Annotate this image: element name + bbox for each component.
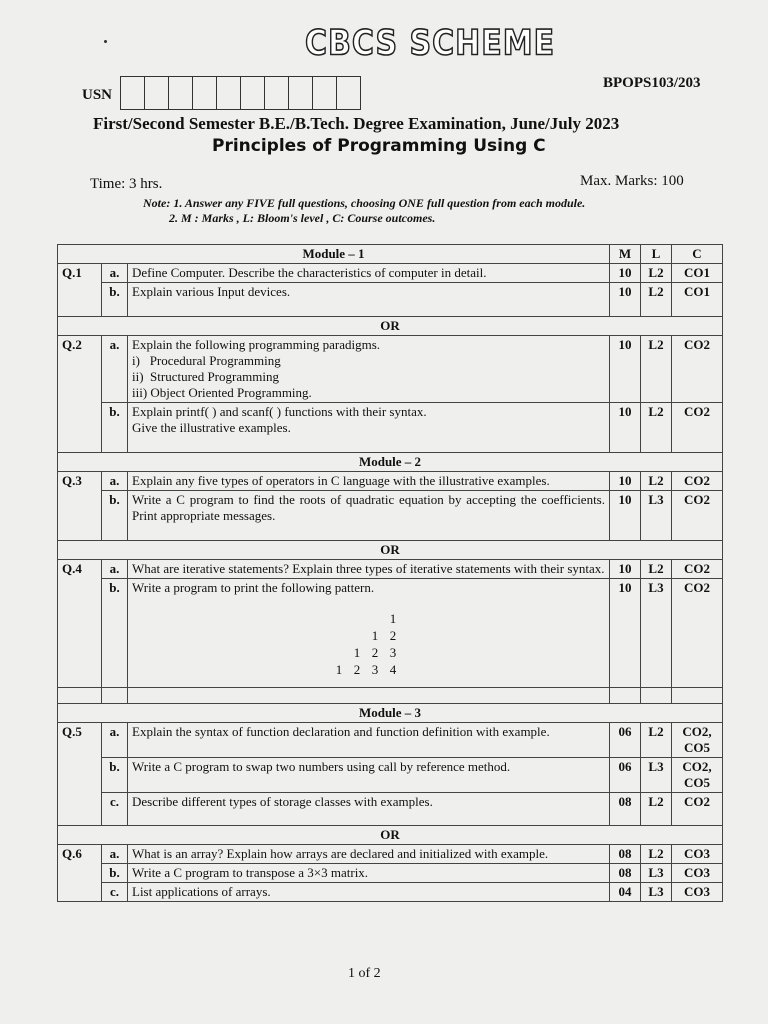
subquestion-label: b. <box>102 491 128 541</box>
paradigm-item: i) Procedural Programming <box>132 353 281 368</box>
pattern-number: 4 <box>389 662 397 677</box>
outcome-cell: CO1 <box>672 283 723 317</box>
pattern-number: 3 <box>389 645 397 660</box>
question-text: What are iterative statements? Explain three types of iterative statements with their syntax. <box>128 560 610 579</box>
note-line-2: 2. M : Marks , L: Bloom's level , C: Course outcomes. <box>169 211 436 225</box>
question-row <box>58 758 723 793</box>
usn-label: USN <box>82 87 113 103</box>
outcome-cell: CO2 <box>672 336 723 403</box>
outcome-cell: CO3 <box>672 845 723 864</box>
question-row <box>58 403 723 453</box>
level-cell: L2 <box>641 723 672 758</box>
question-row <box>58 864 723 883</box>
level-cell: L2 <box>641 403 672 453</box>
level-cell: L2 <box>641 336 672 403</box>
module-heading: Module – 1 <box>58 245 610 264</box>
outcome-cell: CO3 <box>672 883 723 902</box>
subquestion-label: a. <box>102 472 128 491</box>
pattern-number: 3 <box>371 662 379 677</box>
number-pattern <box>328 610 605 678</box>
marks-cell: 04 <box>610 883 641 902</box>
level-cell: L3 <box>641 883 672 902</box>
question-line: Explain printf( ) and scanf( ) functions with their syntax. <box>132 404 427 419</box>
empty-cell <box>128 688 610 704</box>
question-text: Write a C program to swap two numbers using call by reference method. <box>128 758 610 793</box>
usn-digit-box[interactable] <box>241 77 265 109</box>
question-text: List applications of arrays. <box>128 883 610 902</box>
subquestion-label: b. <box>102 579 128 688</box>
question-row <box>58 883 723 902</box>
paradigm-item: ii) Structured Programming <box>132 369 279 384</box>
pattern-number: 2 <box>371 645 379 660</box>
subquestion-label: c. <box>102 883 128 902</box>
subquestion-label: b. <box>102 283 128 317</box>
empty-cell <box>58 688 102 704</box>
col-marks-header: M <box>610 245 641 264</box>
usn-boxes <box>120 76 361 110</box>
marks-cell: 10 <box>610 283 641 317</box>
paper-code: BPOPS103/203 <box>603 75 701 91</box>
question-row <box>58 560 723 579</box>
level-cell: L2 <box>641 560 672 579</box>
usn-digit-box[interactable] <box>145 77 169 109</box>
level-cell: L2 <box>641 283 672 317</box>
question-text: Explain the syntax of function declaration and function definition with example. <box>128 723 610 758</box>
pattern-number: 1 <box>353 645 361 660</box>
spacer-row <box>58 688 723 704</box>
marks-cell: 10 <box>610 264 641 283</box>
marks-cell: 08 <box>610 793 641 826</box>
usn-digit-box[interactable] <box>193 77 217 109</box>
empty-cell <box>672 688 723 704</box>
question-text <box>128 403 610 453</box>
question-line: Write a program to print the following pattern. <box>132 580 375 595</box>
question-number: Q.3 <box>58 472 102 541</box>
question-row <box>58 472 723 491</box>
outcome-cell: CO2 <box>672 560 723 579</box>
module-heading: Module – 3 <box>58 704 723 723</box>
pattern-row <box>328 644 402 661</box>
question-row <box>58 723 723 758</box>
level-cell: L3 <box>641 579 672 688</box>
subject-title: Principles of Programming Using C <box>212 136 546 156</box>
module-row <box>58 453 723 472</box>
outcome-cell: CO3 <box>672 864 723 883</box>
pattern-row <box>328 627 402 644</box>
level-cell: L2 <box>641 845 672 864</box>
module-row <box>58 704 723 723</box>
subquestion-label: b. <box>102 403 128 453</box>
question-number: Q.2 <box>58 336 102 453</box>
note-line-1: Note: 1. Answer any FIVE full questions, choosing ONE full question from each module. <box>143 196 586 210</box>
marks-cell: 10 <box>610 472 641 491</box>
scheme-stamp: CBCS SCHEME <box>305 23 556 64</box>
question-number: Q.6 <box>58 845 102 902</box>
question-number: Q.5 <box>58 723 102 826</box>
usn-digit-box[interactable] <box>289 77 313 109</box>
question-row <box>58 336 723 403</box>
or-divider: OR <box>58 317 723 336</box>
outcome-cell: CO2, CO5 <box>672 758 723 793</box>
marks-cell: 08 <box>610 864 641 883</box>
marks-cell: 06 <box>610 723 641 758</box>
or-divider: OR <box>58 541 723 560</box>
outcome-cell: CO2 <box>672 579 723 688</box>
module-header-row <box>58 245 723 264</box>
module-heading: Module – 2 <box>58 453 723 472</box>
question-row <box>58 579 723 688</box>
level-cell: L2 <box>641 793 672 826</box>
subquestion-label: b. <box>102 758 128 793</box>
pattern-number: 1 <box>389 611 397 626</box>
usn-digit-box[interactable] <box>337 77 360 109</box>
subquestion-label: a. <box>102 723 128 758</box>
marks-cell: 10 <box>610 579 641 688</box>
question-text: What is an array? Explain how arrays are declared and initialized with example. <box>128 845 610 864</box>
level-cell: L3 <box>641 491 672 541</box>
question-row <box>58 845 723 864</box>
question-table <box>57 244 723 902</box>
marks-cell: 10 <box>610 403 641 453</box>
question-row <box>58 793 723 826</box>
empty-cell <box>102 688 128 704</box>
subquestion-label: a. <box>102 845 128 864</box>
page-number: 1 of 2 <box>348 966 381 981</box>
col-outcome-header: C <box>672 245 723 264</box>
question-line: Explain the following programming paradigms. <box>132 337 381 352</box>
time-allowed: Time: 3 hrs. <box>90 176 163 192</box>
usn-digit-box[interactable] <box>169 77 193 109</box>
level-cell: L2 <box>641 472 672 491</box>
question-number: Q.1 <box>58 264 102 317</box>
or-row <box>58 541 723 560</box>
usn-digit-box[interactable] <box>217 77 241 109</box>
outcome-cell: CO2 <box>672 491 723 541</box>
empty-cell <box>610 688 641 704</box>
marks-cell: 08 <box>610 845 641 864</box>
pattern-number: 1 <box>371 628 379 643</box>
instructions-note <box>143 196 585 226</box>
question-text: Explain various Input devices. <box>128 283 610 317</box>
exam-title: First/Second Semester B.E./B.Tech. Degree Examination, June/July 2023 <box>93 114 620 133</box>
col-level-header: L <box>641 245 672 264</box>
outcome-cell: CO2 <box>672 472 723 491</box>
question-number: Q.4 <box>58 560 102 688</box>
question-text: Describe different types of storage classes with examples. <box>128 793 610 826</box>
outcome-cell: CO2 <box>672 793 723 826</box>
speck <box>104 40 107 43</box>
level-cell: L2 <box>641 264 672 283</box>
pattern-row <box>328 610 402 627</box>
empty-cell <box>641 688 672 704</box>
usn-digit-box[interactable] <box>265 77 289 109</box>
or-divider: OR <box>58 826 723 845</box>
level-cell: L3 <box>641 758 672 793</box>
usn-digit-box[interactable] <box>121 77 145 109</box>
marks-cell: 10 <box>610 491 641 541</box>
outcome-cell: CO2 <box>672 403 723 453</box>
or-row <box>58 317 723 336</box>
max-marks: Max. Marks: 100 <box>580 173 684 189</box>
pattern-row <box>328 661 402 678</box>
outcome-cell: CO2, CO5 <box>672 723 723 758</box>
marks-cell: 06 <box>610 758 641 793</box>
pattern-number: 2 <box>389 628 397 643</box>
question-line: Give the illustrative examples. <box>132 420 291 435</box>
paradigm-item: iii) Object Oriented Programming. <box>132 385 312 400</box>
question-row <box>58 491 723 541</box>
subquestion-label: a. <box>102 336 128 403</box>
question-row <box>58 264 723 283</box>
usn-digit-box[interactable] <box>313 77 337 109</box>
level-cell: L3 <box>641 864 672 883</box>
question-text: Write a C program to transpose a 3×3 matrix. <box>128 864 610 883</box>
subquestion-label: b. <box>102 864 128 883</box>
pattern-number: 1 <box>335 662 343 677</box>
marks-cell: 10 <box>610 336 641 403</box>
question-text: Write a C program to find the roots of quadratic equation by accepting the coefficients. Print appropriate messages. <box>128 491 610 541</box>
question-text <box>128 336 610 403</box>
question-text: Define Computer. Describe the characteristics of computer in detail. <box>128 264 610 283</box>
or-row <box>58 826 723 845</box>
subquestion-label: a. <box>102 560 128 579</box>
question-row <box>58 283 723 317</box>
question-text <box>128 579 610 688</box>
question-text: Explain any five types of operators in C language with the illustrative examples. <box>128 472 610 491</box>
outcome-cell: CO1 <box>672 264 723 283</box>
pattern-number: 2 <box>353 662 361 677</box>
marks-cell: 10 <box>610 560 641 579</box>
subquestion-label: c. <box>102 793 128 826</box>
subquestion-label: a. <box>102 264 128 283</box>
